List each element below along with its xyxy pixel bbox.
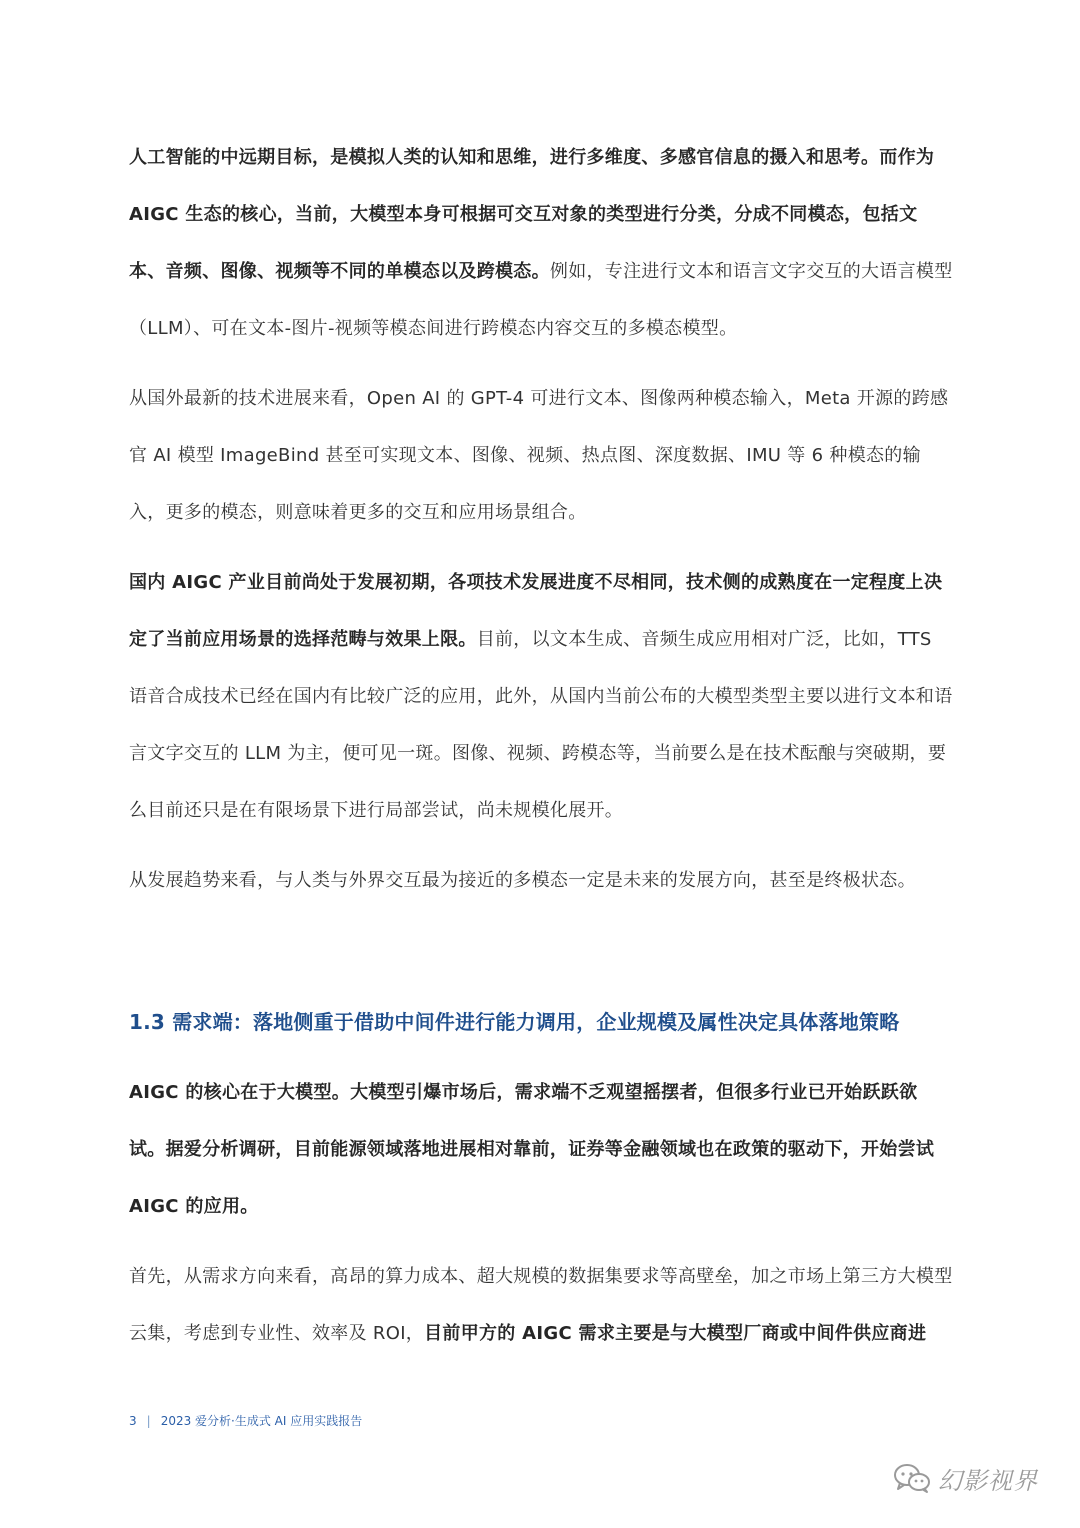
paragraph-bold-text: 人工智能的中远期目标，是模拟人类的认知和思维，进行多维度、多感官信息的摄入和思考。而作为 AIGC 生态的核心，当前，大模型本身可根据可交互对象的类型进行分类，分成不同模态，包括文本、音频、图像、视频等不同的单模态以及跨模态。 <box>129 147 935 282</box>
paragraph-demand-core <box>129 1064 953 1235</box>
paragraph-text: 首先，从需求方向来看，高昂的算力成本、超大规模的数据集要求等高壁垒，加之市场上第三方大模型云集，考虑到专业性、效率及 ROI， <box>129 1266 953 1344</box>
section-heading: 1.3 需求端：落地侧重于借助中间件进行能力调用，企业规模及属性决定具体落地策略 <box>129 1010 900 1034</box>
watermark <box>892 1458 1038 1498</box>
paragraph-multimodal-intro <box>129 129 953 357</box>
paragraph-text: 从国外最新的技术进展来看，Open AI 的 GPT-4 可进行文本、图像两种模态输入，Meta 开源的跨感官 AI 模型 ImageBind 甚至可实现文本、图像、视频、热点图、深度数据、IMU 等 6 种模态的输入，更多的模态，则意味着更多的交互和应用场景组合。 <box>129 388 949 523</box>
watermark-text: 幻影视界 <box>938 1466 1038 1495</box>
wechat-icon <box>892 1462 932 1494</box>
paragraph-demand-direction <box>129 1248 953 1362</box>
paragraph-bold-text: AIGC 的核心在于大模型。大模型引爆市场后，需求端不乏观望摇摆者，但很多行业已开始跃跃欲试。据爱分析调研，目前能源领域落地进展相对靠前，证券等金融领域也在政策的驱动下，开始尝试 AIGC 的应用。 <box>129 1082 935 1217</box>
paragraph-bold-text: 国内 AIGC 产业目前尚处于发展初期，各项技术发展进度不尽相同，技术侧的成熟度在一定程度上决定了当前应用场景的选择范畴与效果上限。 <box>129 572 943 650</box>
paragraph-bold-text: 目前甲方的 AIGC 需求主要是与大模型厂商或中间件供应商进 <box>424 1323 927 1344</box>
paragraph-trend <box>129 852 953 909</box>
paragraph-foreign-progress <box>129 370 953 541</box>
paragraph-text: 例如，专注进行文本和语言文字交互的大语言模型（LLM）、可在文本-图片-视频等模态间进行跨模态内容交互的多模态模型。 <box>129 261 953 339</box>
page-footer <box>129 1411 362 1431</box>
footer-separator: | <box>146 1414 151 1428</box>
paragraph-domestic-status <box>129 554 953 839</box>
report-title: 2023 爱分析·生成式 AI 应用实践报告 <box>160 1414 363 1428</box>
paragraph-text: 目前，以文本生成、音频生成应用相对广泛，比如，TTS 语音合成技术已经在国内有比较广泛的应用，此外，从国内当前公布的大模型类型主要以进行文本和语言文字交互的 LLM 为主，便可见一斑。图像、视频、跨模态等，当前要么是在技术酝酿与突破期，要么目前还只是在有限场景下进行局部尝试，尚未规模化展开。 <box>129 629 953 821</box>
page-number: 3 <box>129 1414 137 1428</box>
paragraph-text: 从发展趋势来看，与人类与外界交互最为接近的多模态一定是未来的发展方向，甚至是终极状态。 <box>129 870 916 891</box>
